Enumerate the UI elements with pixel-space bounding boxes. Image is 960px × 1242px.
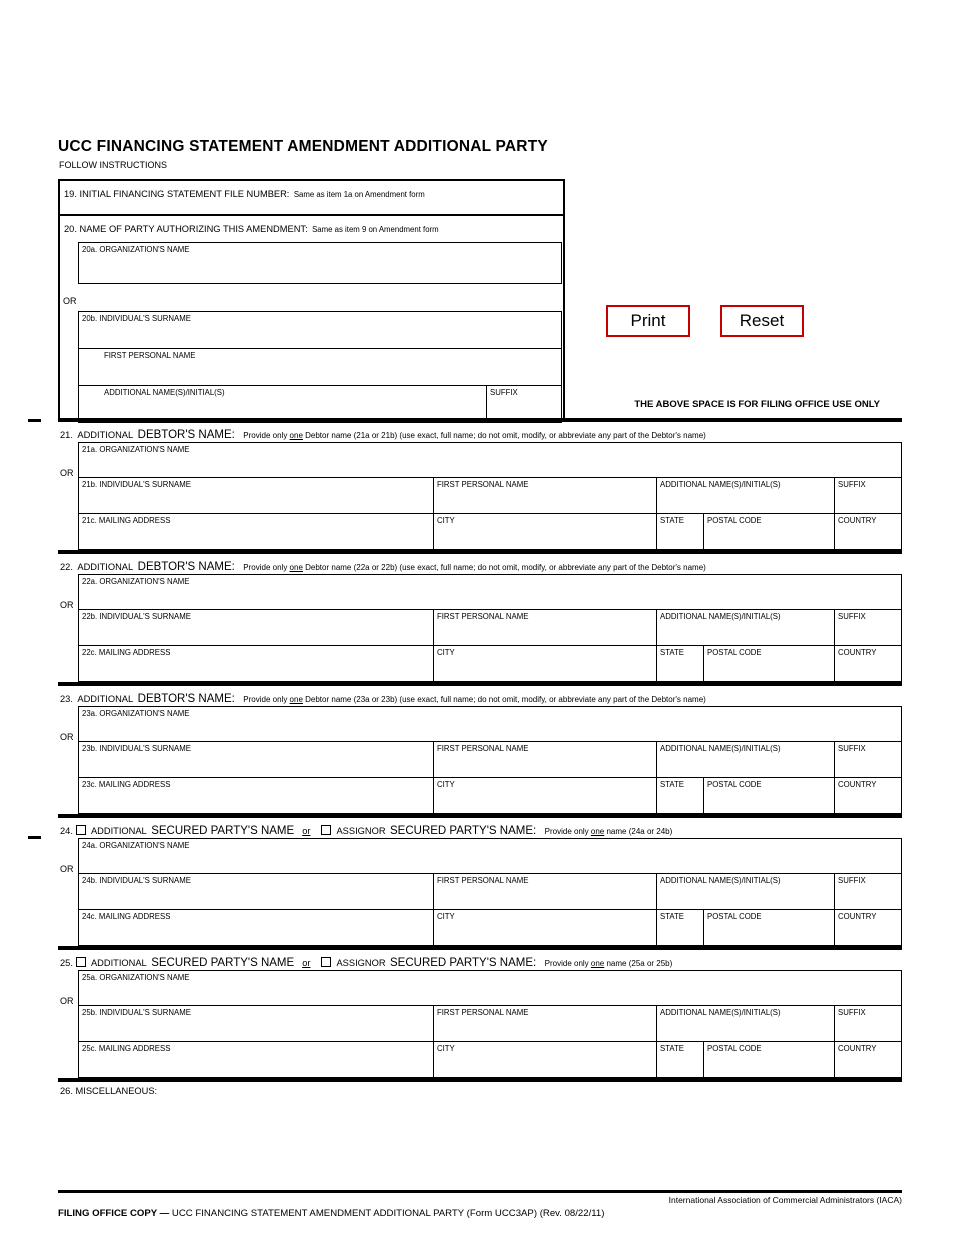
field-label: STATE [660, 1044, 684, 1053]
field-21b-individual-surname[interactable] [78, 478, 433, 514]
field-label: 22c. MAILING ADDRESS [82, 648, 171, 657]
filing-office-note: THE ABOVE SPACE IS FOR FILING OFFICE USE ONLY [634, 399, 880, 410]
field-label: COUNTRY [838, 1044, 877, 1053]
field-label: CITY [437, 648, 455, 657]
checkbox-25-assignor-secured-party[interactable] [321, 957, 331, 967]
field-label: STATE [660, 780, 684, 789]
section-title: SECURED PARTY'S NAME: [390, 825, 537, 837]
section-21-grid [58, 442, 902, 550]
footer-association: International Association of Commercial Administrators (IACA) [668, 1195, 902, 1205]
or-gutter [58, 478, 78, 514]
or-gutter [58, 1042, 78, 1078]
form-title: UCC FINANCING STATEMENT AMENDMENT ADDITIONAL PARTY [58, 138, 548, 155]
section-number: 24. [60, 826, 73, 836]
or-gutter [58, 778, 78, 814]
field-label: FIRST PERSONAL NAME [104, 351, 196, 360]
field-19-initial-financing-statement-file-number[interactable] [58, 179, 565, 216]
reset-button[interactable]: Reset [720, 305, 804, 337]
item-20-header [60, 219, 563, 237]
field-24b-first-personal-name[interactable] [433, 874, 656, 910]
field-label: CITY [437, 780, 455, 789]
section-24-grid [58, 838, 902, 946]
field-24b-suffix[interactable] [834, 874, 902, 910]
or-label: OR [60, 996, 74, 1006]
field-label: COUNTRY [838, 648, 877, 657]
section-25-header [58, 950, 902, 970]
section-title: DEBTOR'S NAME: [137, 429, 235, 441]
checkbox-25-additional-secured-party[interactable] [76, 957, 86, 967]
field-23b-suffix[interactable] [834, 742, 902, 778]
field-20a-organization-name[interactable] [78, 242, 562, 284]
section-25-grid [58, 970, 902, 1078]
field-label: POSTAL CODE [707, 516, 762, 525]
field-24b-additional-names[interactable] [656, 874, 834, 910]
section-title: DEBTOR'S NAME: [137, 561, 235, 573]
field-22c-country[interactable] [834, 646, 902, 682]
field-21b-additional-names[interactable] [656, 478, 834, 514]
field-22b-additional-names[interactable] [656, 610, 834, 646]
field-label: POSTAL CODE [707, 1044, 762, 1053]
section-23-grid [58, 706, 902, 814]
field-label: STATE [660, 648, 684, 657]
field-label: 22b. INDIVIDUAL'S SURNAME [82, 612, 191, 621]
field-25b-first-personal-name[interactable] [433, 1006, 656, 1042]
section-title: SECURED PARTY'S NAME: [390, 957, 537, 969]
print-button[interactable]: Print [606, 305, 690, 337]
field-25c-mailing-address[interactable] [78, 1042, 433, 1078]
field-25b-suffix[interactable] [834, 1006, 902, 1042]
field-label: 25a. ORGANIZATION'S NAME [82, 973, 190, 982]
or-gutter [58, 1006, 78, 1042]
spacer [78, 284, 562, 311]
field-25b-individual-surname[interactable] [78, 1006, 433, 1042]
section-25-secured-party [58, 946, 902, 1078]
or-gutter [58, 610, 78, 646]
field-23c-mailing-address[interactable] [78, 778, 433, 814]
form-body [58, 138, 902, 1219]
section-22-grid [58, 574, 902, 682]
item-19-hint: Same as item 1a on Amendment form [293, 190, 425, 199]
section-hint: Provide only one Debtor name (23a or 23b) (use exact, full name; do not omit, modify, or abbreviate any part of the Debtor's name) [243, 695, 706, 704]
field-label: CITY [437, 516, 455, 525]
field-label: 26. MISCELLANEOUS: [60, 1086, 158, 1096]
field-label: ADDITIONAL NAME(S)/INITIAL(S) [660, 612, 781, 621]
field-21c-state[interactable] [656, 514, 703, 550]
field-25c-city[interactable] [433, 1042, 656, 1078]
field-label: POSTAL CODE [707, 780, 762, 789]
field-label: COUNTRY [838, 780, 877, 789]
field-24c-city[interactable] [433, 910, 656, 946]
or-label: OR [60, 600, 74, 610]
section-title: DEBTOR'S NAME: [137, 693, 235, 705]
field-23b-first-personal-name[interactable] [433, 742, 656, 778]
field-label: ADDITIONAL NAME(S)/INITIAL(S) [660, 744, 781, 753]
field-21b-suffix[interactable] [834, 478, 902, 514]
field-label: FIRST PERSONAL NAME [437, 612, 529, 621]
field-label: 24b. INDIVIDUAL'S SURNAME [82, 876, 191, 885]
form-footer [58, 1190, 902, 1219]
field-label: 25c. MAILING ADDRESS [82, 1044, 171, 1053]
or-gutter [58, 910, 78, 946]
field-21b-first-personal-name[interactable] [433, 478, 656, 514]
or-gutter [58, 514, 78, 550]
item-19-label: 19. INITIAL FINANCING STATEMENT FILE NUMBER: [64, 189, 290, 199]
field-21a-organization-name[interactable] [78, 442, 902, 478]
section-23-additional-debtor [58, 682, 902, 814]
item-20-fields [78, 242, 562, 423]
or-label: OR [63, 296, 77, 306]
section-title-pre: ADDITIONAL [77, 430, 134, 440]
field-25b-additional-names[interactable] [656, 1006, 834, 1042]
field-label: SUFFIX [838, 612, 866, 621]
section-22-header [58, 554, 902, 574]
field-label: FIRST PERSONAL NAME [437, 1008, 529, 1017]
field-24a-organization-name[interactable] [78, 838, 902, 874]
field-25a-organization-name[interactable] [78, 970, 902, 1006]
footer-copy-label: FILING OFFICE COPY — [58, 1208, 170, 1219]
field-label: 23a. ORGANIZATION'S NAME [82, 709, 190, 718]
field-22c-postal-code[interactable] [703, 646, 834, 682]
field-22c-city[interactable] [433, 646, 656, 682]
field-label: POSTAL CODE [707, 912, 762, 921]
item-20-box [58, 216, 565, 420]
section-22-additional-debtor [58, 550, 902, 682]
field-22b-suffix[interactable] [834, 610, 902, 646]
field-label: 25b. INDIVIDUAL'S SURNAME [82, 1008, 191, 1017]
registration-mark [28, 419, 41, 422]
field-label: FIRST PERSONAL NAME [437, 744, 529, 753]
footer-copy-text: UCC FINANCING STATEMENT AMENDMENT ADDITIONAL PARTY (Form UCC3AP) (Rev. 08/22/11) [169, 1208, 605, 1219]
field-23a-organization-name[interactable] [78, 706, 902, 742]
field-label: SUFFIX [838, 744, 866, 753]
field-label: 21c. MAILING ADDRESS [82, 516, 171, 525]
field-label: ADDITIONAL NAME(S)/INITIAL(S) [104, 388, 225, 397]
field-label: SUFFIX [838, 1008, 866, 1017]
field-23c-postal-code[interactable] [703, 778, 834, 814]
field-21c-country[interactable] [834, 514, 902, 550]
section-26-miscellaneous [58, 1078, 902, 1190]
field-24c-mailing-address[interactable] [78, 910, 433, 946]
or-gutter [58, 874, 78, 910]
form-subtitle: FOLLOW INSTRUCTIONS [59, 160, 168, 170]
section-hint: Provide only one Debtor name (22a or 22b) (use exact, full name; do not omit, modify, or abbreviate any part of the Debtor's name) [243, 563, 706, 572]
field-label: STATE [660, 516, 684, 525]
form-sections [58, 418, 902, 1219]
field-25c-country[interactable] [834, 1042, 902, 1078]
field-label: 24a. ORGANIZATION'S NAME [82, 841, 190, 850]
field-26-miscellaneous[interactable] [58, 1082, 902, 1097]
section-24-secured-party [58, 814, 902, 946]
field-label: 23b. INDIVIDUAL'S SURNAME [82, 744, 191, 753]
field-label: SUFFIX [838, 876, 866, 885]
section-title-pre: ASSIGNOR [336, 958, 386, 968]
field-label: STATE [660, 912, 684, 921]
registration-mark [28, 836, 41, 839]
or-gutter [58, 646, 78, 682]
field-24c-country[interactable] [834, 910, 902, 946]
field-label: 21a. ORGANIZATION'S NAME [82, 445, 190, 454]
field-23b-additional-names[interactable] [656, 742, 834, 778]
field-label: COUNTRY [838, 912, 877, 921]
field-22c-mailing-address[interactable] [78, 646, 433, 682]
field-label: ADDITIONAL NAME(S)/INITIAL(S) [660, 480, 781, 489]
section-hint: Provide only one name (25a or 25b) [544, 959, 673, 968]
or-word: or [302, 826, 311, 836]
field-label: 24c. MAILING ADDRESS [82, 912, 171, 921]
field-label: 21b. INDIVIDUAL'S SURNAME [82, 480, 191, 489]
section-title-pre: ADDITIONAL [77, 694, 134, 704]
field-label: 22a. ORGANIZATION'S NAME [82, 577, 190, 586]
field-22a-organization-name[interactable] [78, 574, 902, 610]
item-20-label: 20. NAME OF PARTY AUTHORIZING THIS AMENDMENT: [64, 224, 308, 234]
field-label: 23c. MAILING ADDRESS [82, 780, 171, 789]
section-title-pre: ADDITIONAL [77, 562, 134, 572]
field-label: 20b. INDIVIDUAL'S SURNAME [82, 314, 191, 323]
field-20b-first-personal-name[interactable] [78, 348, 562, 386]
field-label: SUFFIX [838, 480, 866, 489]
or-word: or [302, 958, 311, 968]
section-21-header [58, 422, 902, 442]
field-22b-individual-surname[interactable] [78, 610, 433, 646]
field-21c-city[interactable] [433, 514, 656, 550]
field-label: CITY [437, 912, 455, 921]
field-23b-individual-surname[interactable] [78, 742, 433, 778]
field-23c-country[interactable] [834, 778, 902, 814]
section-title-pre: ADDITIONAL [90, 826, 147, 836]
section-number: 23. [60, 694, 73, 704]
section-21-additional-debtor [58, 418, 902, 550]
field-25c-state[interactable] [656, 1042, 703, 1078]
field-label: FIRST PERSONAL NAME [437, 480, 529, 489]
section-title: SECURED PARTY'S NAME [151, 825, 295, 837]
field-23c-city[interactable] [433, 778, 656, 814]
field-label: POSTAL CODE [707, 648, 762, 657]
section-title-pre: ASSIGNOR [336, 826, 386, 836]
section-24-header [58, 818, 902, 838]
or-gutter [58, 742, 78, 778]
section-number: 22. [60, 562, 73, 572]
or-label: OR [60, 468, 74, 478]
checkbox-24-additional-secured-party[interactable] [76, 825, 86, 835]
section-23-header [58, 686, 902, 706]
or-label: OR [60, 732, 74, 742]
section-hint: Provide only one name (24a or 24b) [544, 827, 673, 836]
section-title: SECURED PARTY'S NAME [151, 957, 295, 969]
field-label: ADDITIONAL NAME(S)/INITIAL(S) [660, 1008, 781, 1017]
field-20b-suffix[interactable] [486, 386, 561, 422]
field-label: ADDITIONAL NAME(S)/INITIAL(S) [660, 876, 781, 885]
field-label: COUNTRY [838, 516, 877, 525]
field-20b-individual-surname[interactable] [78, 311, 562, 349]
footer-divider [58, 1190, 902, 1193]
field-24b-individual-surname[interactable] [78, 874, 433, 910]
field-label: CITY [437, 1044, 455, 1053]
or-label: OR [60, 864, 74, 874]
item-20-hint: Same as item 9 on Amendment form [312, 225, 439, 234]
section-number: 21. [60, 430, 73, 440]
field-label: FIRST PERSONAL NAME [437, 876, 529, 885]
field-22c-state[interactable] [656, 646, 703, 682]
section-title-pre: ADDITIONAL [90, 958, 147, 968]
field-23c-state[interactable] [656, 778, 703, 814]
field-label: SUFFIX [490, 388, 518, 397]
footer-copy-line [58, 1208, 902, 1219]
section-number: 25. [60, 958, 73, 968]
field-label: 20a. ORGANIZATION'S NAME [82, 245, 190, 254]
field-21c-postal-code[interactable] [703, 514, 834, 550]
field-21c-mailing-address[interactable] [78, 514, 433, 550]
field-25c-postal-code[interactable] [703, 1042, 834, 1078]
section-hint: Provide only one Debtor name (21a or 21b) (use exact, full name; do not omit, modify, or abbreviate any part of the Debtor's name) [243, 431, 706, 440]
field-22b-first-personal-name[interactable] [433, 610, 656, 646]
checkbox-24-assignor-secured-party[interactable] [321, 825, 331, 835]
field-20b-additional-names[interactable] [79, 386, 486, 422]
field-24c-postal-code[interactable] [703, 910, 834, 946]
field-24c-state[interactable] [656, 910, 703, 946]
